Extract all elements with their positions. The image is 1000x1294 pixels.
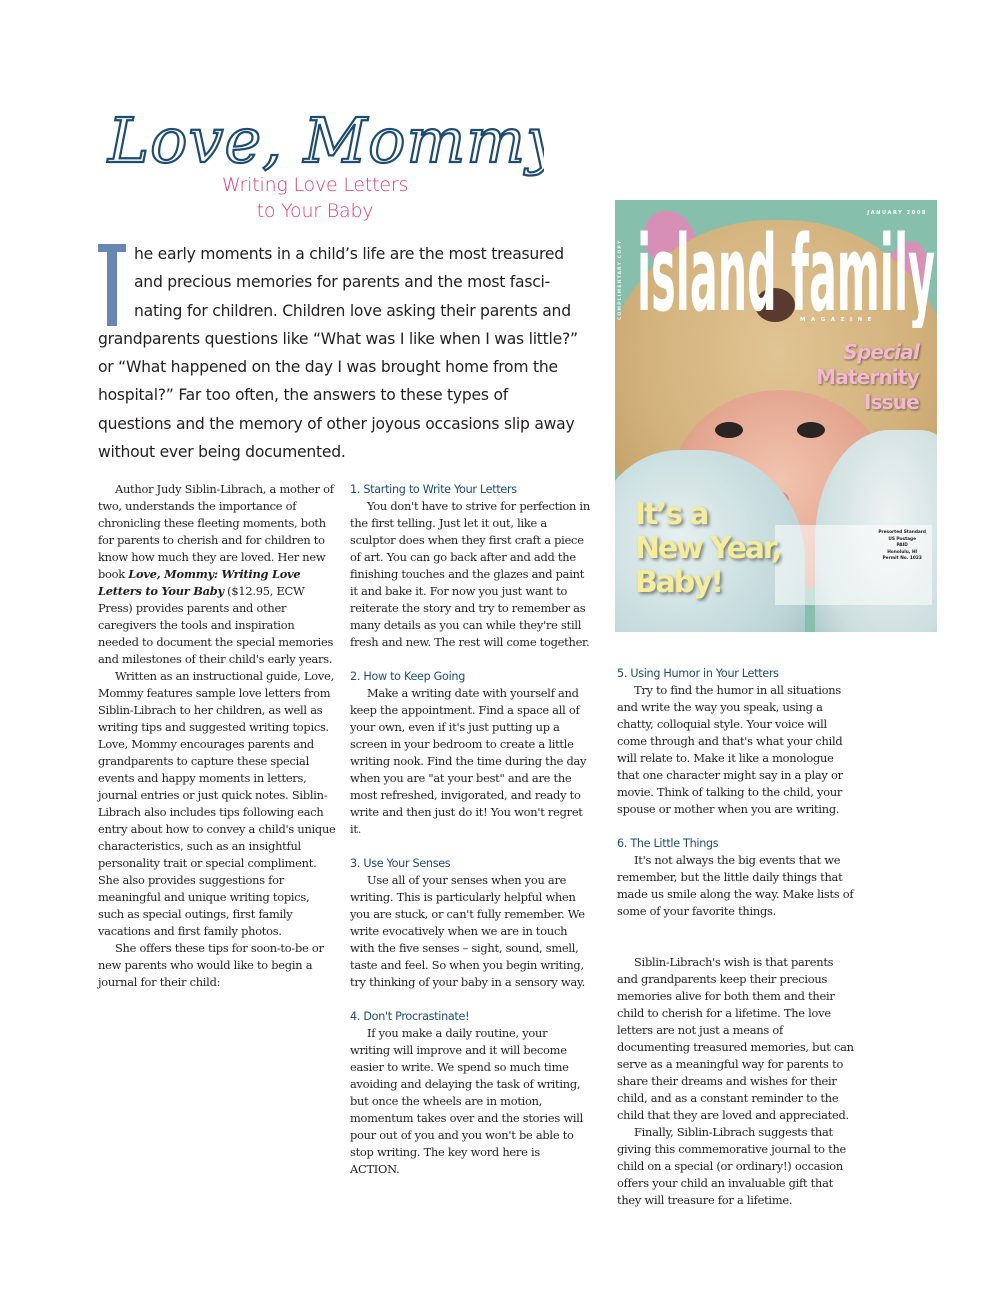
special-line-3: Issue bbox=[863, 390, 919, 414]
headline-line-2: New Year, bbox=[635, 531, 781, 566]
column-3 bbox=[617, 665, 857, 1209]
drop-cap-letter-t bbox=[98, 244, 126, 326]
special-line-1: Special bbox=[843, 340, 919, 364]
special-line-2: Maternity bbox=[816, 365, 919, 389]
tip-body-5: Try to find the humor in all situations and write the way you speak, using a chatty, colloquial style. Your voice will come through and that's what your child will relate to. Make it like a monologue that one character might say in a play or movie. Think of talking to the child, your spouse or mother when you are writing. bbox=[617, 683, 843, 816]
lede-paragraph bbox=[98, 240, 578, 466]
cover-special-issue bbox=[816, 340, 919, 415]
tip-section-4 bbox=[350, 1008, 590, 1178]
cover-headline bbox=[635, 498, 780, 600]
tip-heading-1: 1. Starting to Write Your Letters bbox=[350, 483, 517, 496]
cover-date: JANUARY 2008 bbox=[867, 210, 927, 216]
column-2 bbox=[350, 481, 590, 1195]
intro-text-a: Author Judy Siblin-Librach, a mother of two, understands the importance of chronicling these fleeting moments, both for parents to cherish and for children to know how much they are loved. Her new book bbox=[98, 482, 334, 581]
book-title: Love, Mommy: Writing Love Letters to Your Baby bbox=[98, 567, 301, 598]
masthead-subtitle: MAGAZINE bbox=[800, 317, 877, 323]
column-1 bbox=[98, 481, 336, 991]
intro-paragraph-2: Written as an instructional guide, Love, Mommy features sample love letters from Siblin-Librach to her children, as well as writing tips and suggested writing topics. Love, Mommy encourages parents and grandparents to capture these special events and happy moments in letters, journal entries or just quick notes. Siblin-Librach also includes tips following each entry about how to convey a child's unique characteristics, such as an insightful personality trait or special compliment. She also provides suggestions for meaningful and unique writing topics, such as special outings, first family vacations and first family photos. bbox=[98, 669, 336, 938]
tip-heading-2: 2. How to Keep Going bbox=[350, 670, 465, 683]
spacer bbox=[617, 937, 857, 954]
tip-body-4: If you make a daily routine, your writing will improve and it will become easier to write. We spend so much time avoiding and delaying the task of writing, but once the wheels are in motion, momentum takes over and the stories will pour out of you and you won't be able to stop writing. The key word here is ACTION. bbox=[350, 1026, 584, 1176]
article-subtitle bbox=[160, 172, 470, 224]
lede-text: he early moments in a child’s life are the most treasured and precious memories for parents and the most fasci-nating for children. Children love asking their parents and grandparents questions like “What was I like when I was little?” or “What happened on the day I was brought home from the hospital?” Far too often, the answers to these types of questions and the memory of other joyous occasions slip away without ever being documented. bbox=[98, 245, 578, 462]
closing-paragraph-1: Siblin-Librach's wish is that parents and grandparents keep their precious memories alive for both them and their child to cherish for a lifetime. The love letters are not just a means of documenting treasured memories, but can serve as a meaningful way for parents to share their dreams and wishes for their child, and as a constant reminder to the child that they are loved and appreciated. bbox=[617, 955, 854, 1122]
tip-section-5 bbox=[617, 665, 857, 818]
complimentary-copy-label: COMPLIMENTARY COPY bbox=[618, 239, 623, 320]
tip-heading-3: 3. Use Your Senses bbox=[350, 857, 451, 870]
article-title-text: Love, Mommy bbox=[108, 104, 544, 177]
tip-heading-5: 5. Using Humor in Your Letters bbox=[617, 667, 779, 680]
tip-heading-4: 4. Don't Procrastinate! bbox=[350, 1010, 470, 1023]
cover-masthead bbox=[637, 208, 937, 328]
tip-section-6 bbox=[617, 835, 857, 920]
subtitle-line-2: to Your Baby bbox=[256, 200, 374, 222]
postage-text: Presorted Standard US Postage PAID Honolulu, HI Permit No. 1023 bbox=[878, 530, 926, 561]
postage-box bbox=[775, 525, 932, 605]
tip-body-6: It's not always the big events that we remember, but the little daily things that made us smile along the way. Make lists of some of your favorite things. bbox=[617, 853, 854, 918]
tip-section-3 bbox=[350, 855, 590, 991]
intro-text-b: ($12.95, ECW Press) provides parents and other caregivers the tools and inspiration needed to document the special memories and milestones of their child's early years. bbox=[98, 584, 334, 666]
masthead-text: island family bbox=[637, 213, 935, 328]
tip-body-2: Make a writing date with yourself and keep the appointment. Find a space all of your own, even if it's just putting up a screen in your bedroom to create a little writing nook. Find the time during the day when you are "at your best" and are the most refreshed, invigorated, and ready to write and then just do it! You won't regret it. bbox=[350, 686, 587, 836]
magazine-cover-image bbox=[615, 200, 937, 632]
baby-eye-right bbox=[797, 422, 825, 438]
intro-paragraph-1 bbox=[98, 481, 336, 668]
baby-eye-left bbox=[715, 422, 743, 438]
tip-section-2 bbox=[350, 668, 590, 838]
headline-line-1: It’s a bbox=[635, 497, 708, 532]
subtitle-line-1: Writing Love Letters bbox=[221, 174, 409, 196]
tip-body-1: You don't have to strive for perfection in the first telling. Just let it out, like a sculptor does when they first craft a piece of art. You can go back after and add the finishing touches and the glazes and paint it and bake it. For now you just want to reiterate the story and try to remember as many details as you can while they're still fresh and new. The rest will come together. bbox=[350, 499, 590, 649]
closing-paragraph-2: Finally, Siblin-Librach suggests that giving this commemorative journal to the child on a special (or ordinary!) occasion offers your child an invaluable gift that they will treasure for a lifetime. bbox=[617, 1125, 847, 1207]
drop-cap bbox=[98, 242, 126, 324]
tip-heading-6: 6. The Little Things bbox=[617, 837, 719, 850]
tip-section-1 bbox=[350, 481, 590, 651]
headline-line-3: Baby! bbox=[635, 565, 722, 600]
tip-body-3: Use all of your senses when you are writing. This is particularly helpful when you are stuck, or can't fully remember. We write evocatively when we are in touch with the five senses – sight, sound, smell, taste and feel. So when you begin writing, try thinking of your baby in a sensory way. bbox=[350, 873, 586, 989]
intro-paragraph-3: She offers these tips for soon-to-be or new parents who would like to begin a journal for their child: bbox=[98, 941, 324, 989]
